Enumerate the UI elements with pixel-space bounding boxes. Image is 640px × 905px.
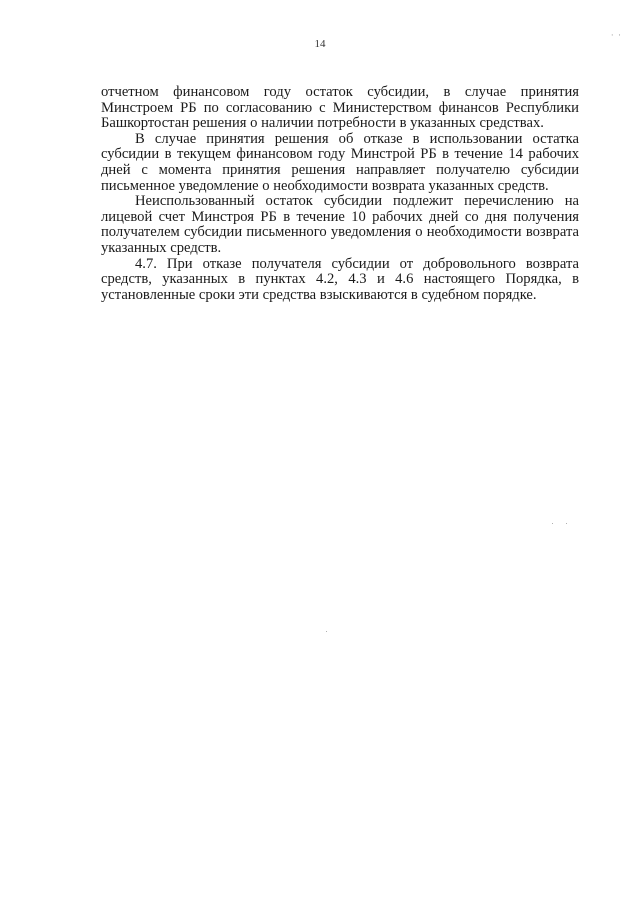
page-number: 14 xyxy=(314,38,326,50)
paragraph-unused-balance: Неиспользованный остаток субсидии подлежит перечислению на лицевой счет Минстроя РБ в течение 10 рабочих дней со дня получения получателем субсидии письменного уведомления о необходимости возврата указанных средств. xyxy=(101,193,579,256)
scan-artifact-mark: · · xyxy=(610,30,622,40)
scan-speck xyxy=(566,523,567,524)
scan-speck xyxy=(552,523,553,524)
paragraph-refusal-notice: В случае принятия решения об отказе в использовании остатка субсидии в текущем финансовом году Минстрой РБ в течение 14 рабочих дней с момента принятия решения направляет получателю субсидии письменное уведомление о необходимости возврата указанных средств. xyxy=(101,130,579,194)
paragraph-continuation: отчетном финансовом году остаток субсидии, в случае принятия Минстроем РБ по согласованию с Министерством финансов Республики Башкортостан решения о наличии потребности в указанных средствах. xyxy=(101,84,579,132)
scan-speck xyxy=(326,631,327,632)
document-body xyxy=(101,85,579,303)
paragraph-clause-4-7: 4.7. При отказе получателя субсидии от добровольного возврата средств, указанных в пунктах 4.2, 4.3 и 4.6 настоящего Порядка, в установленные сроки эти средства взыскиваются в судебном порядке. xyxy=(101,255,579,303)
